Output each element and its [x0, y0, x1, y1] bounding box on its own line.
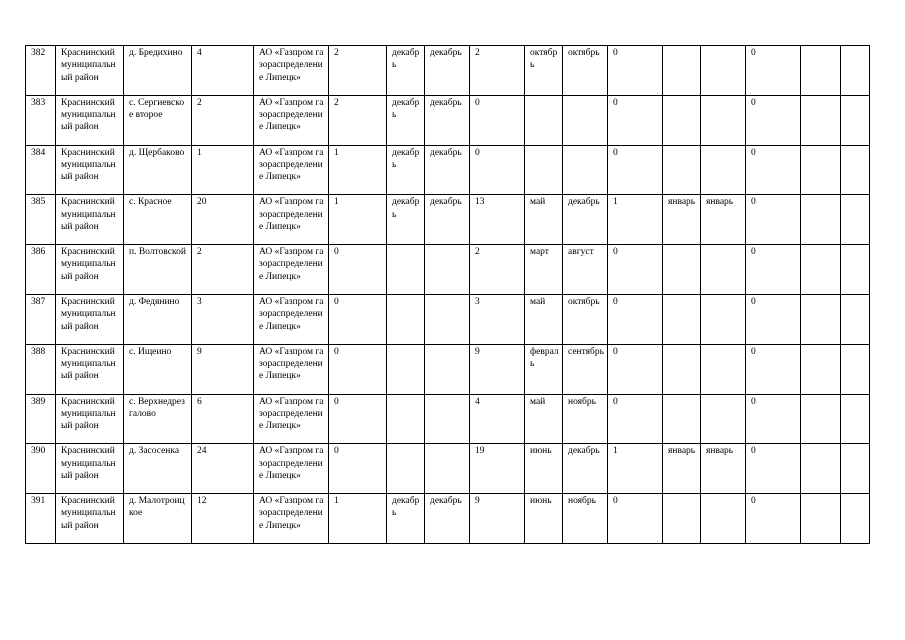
table-row — [26, 95, 870, 145]
table-cell-c15 — [801, 394, 841, 444]
table-cell-count: 2 — [192, 245, 254, 295]
table-cell-c6 — [387, 245, 425, 295]
table-cell-c10: декабрь — [563, 195, 608, 245]
table-cell-c14: 0 — [746, 195, 801, 245]
table-cell-district: Краснинский муниципальный район — [56, 46, 124, 96]
table-cell-count: 12 — [192, 494, 254, 544]
table-cell-c8: 19 — [470, 444, 525, 494]
table-cell-c14: 0 — [746, 344, 801, 394]
table-cell-c11: 0 — [608, 145, 663, 195]
table-cell-c10 — [563, 145, 608, 195]
table-cell-count: 9 — [192, 344, 254, 394]
table-cell-c5: 0 — [329, 344, 387, 394]
table-cell-c10: сентябрь — [563, 344, 608, 394]
table-row — [26, 494, 870, 544]
table-cell-c8: 2 — [470, 46, 525, 96]
table-row — [26, 245, 870, 295]
table-cell-c12 — [663, 394, 701, 444]
table-cell-c13: январь — [701, 195, 746, 245]
table-cell-c9: май — [525, 195, 563, 245]
table-row — [26, 145, 870, 195]
table-cell-c10 — [563, 95, 608, 145]
table-cell-org: АО «Газпром газораспределение Липецк» — [254, 444, 329, 494]
table-cell-c14: 0 — [746, 46, 801, 96]
table-cell-c7: декабрь — [425, 195, 470, 245]
table-cell-district: Краснинский муниципальный район — [56, 195, 124, 245]
table-cell-org: АО «Газпром газораспределение Липецк» — [254, 344, 329, 394]
table-cell-c16 — [841, 195, 870, 245]
table-cell-c9: май — [525, 394, 563, 444]
table-cell-c11: 0 — [608, 95, 663, 145]
table-cell-c6 — [387, 294, 425, 344]
table-cell-c8: 13 — [470, 195, 525, 245]
table-cell-c16 — [841, 444, 870, 494]
table-cell-c6 — [387, 444, 425, 494]
table-cell-c9 — [525, 95, 563, 145]
table-cell-district: Краснинский муниципальный район — [56, 294, 124, 344]
document-table — [25, 45, 870, 544]
table-cell-c5: 0 — [329, 294, 387, 344]
table-cell-c7 — [425, 245, 470, 295]
table-cell-c12 — [663, 95, 701, 145]
table-cell-district: Краснинский муниципальный район — [56, 245, 124, 295]
table-cell-no: 385 — [26, 195, 56, 245]
table-cell-c5: 1 — [329, 195, 387, 245]
table-cell-no: 383 — [26, 95, 56, 145]
table-cell-count: 1 — [192, 145, 254, 195]
table-cell-c6 — [387, 394, 425, 444]
table-cell-c12 — [663, 344, 701, 394]
table-cell-org: АО «Газпром газораспределение Липецк» — [254, 394, 329, 444]
table-cell-c7 — [425, 394, 470, 444]
table-cell-c15 — [801, 245, 841, 295]
table-cell-no: 382 — [26, 46, 56, 96]
table-cell-c14: 0 — [746, 494, 801, 544]
table-cell-c11: 0 — [608, 294, 663, 344]
table-cell-c11: 0 — [608, 344, 663, 394]
table-cell-org: АО «Газпром газораспределение Липецк» — [254, 245, 329, 295]
table-cell-c15 — [801, 95, 841, 145]
table-cell-c10: октябрь — [563, 294, 608, 344]
table-cell-c6: декабрь — [387, 145, 425, 195]
table-cell-c5: 0 — [329, 394, 387, 444]
table-cell-c7 — [425, 344, 470, 394]
table-cell-no: 386 — [26, 245, 56, 295]
table-cell-c12 — [663, 245, 701, 295]
table-cell-c14: 0 — [746, 394, 801, 444]
table-cell-c8: 0 — [470, 145, 525, 195]
table-cell-c8: 9 — [470, 494, 525, 544]
table-cell-c13 — [701, 145, 746, 195]
table-cell-c9: июнь — [525, 444, 563, 494]
table-cell-c13 — [701, 95, 746, 145]
table-cell-c15 — [801, 494, 841, 544]
table-cell-c11: 0 — [608, 394, 663, 444]
table-cell-district: Краснинский муниципальный район — [56, 95, 124, 145]
table-cell-locality: д. Бредихино — [124, 46, 192, 96]
table-cell-count: 2 — [192, 95, 254, 145]
table-cell-c9: май — [525, 294, 563, 344]
table-cell-count: 20 — [192, 195, 254, 245]
table-cell-no: 388 — [26, 344, 56, 394]
table-cell-c8: 2 — [470, 245, 525, 295]
table-cell-c9: июнь — [525, 494, 563, 544]
table-cell-c11: 0 — [608, 494, 663, 544]
table-cell-c12 — [663, 294, 701, 344]
table-cell-c6 — [387, 344, 425, 394]
table-cell-c11: 1 — [608, 195, 663, 245]
table-cell-c9: март — [525, 245, 563, 295]
table-cell-org: АО «Газпром газораспределение Липецк» — [254, 494, 329, 544]
table-cell-no: 389 — [26, 394, 56, 444]
table-cell-c13 — [701, 344, 746, 394]
table-cell-c7: декабрь — [425, 46, 470, 96]
table-cell-district: Краснинский муниципальный район — [56, 494, 124, 544]
table-cell-c10: август — [563, 245, 608, 295]
table-cell-c8: 0 — [470, 95, 525, 145]
table-cell-c16 — [841, 494, 870, 544]
table-cell-org: АО «Газпром газораспределение Липецк» — [254, 95, 329, 145]
table-row — [26, 195, 870, 245]
table-cell-c12 — [663, 145, 701, 195]
table-cell-locality: д. Малотроицкое — [124, 494, 192, 544]
table-cell-c16 — [841, 344, 870, 394]
table-cell-c12 — [663, 46, 701, 96]
table-cell-locality: с. Красное — [124, 195, 192, 245]
table-cell-count: 4 — [192, 46, 254, 96]
table-cell-c6: декабрь — [387, 46, 425, 96]
table-cell-c6: декабрь — [387, 494, 425, 544]
table-cell-c13 — [701, 294, 746, 344]
table-cell-c5: 1 — [329, 145, 387, 195]
table-cell-c5: 0 — [329, 245, 387, 295]
table-cell-locality: д. Щербаково — [124, 145, 192, 195]
table-cell-c12: январь — [663, 444, 701, 494]
table-cell-c14: 0 — [746, 145, 801, 195]
table-cell-c14: 0 — [746, 444, 801, 494]
table-cell-c12: январь — [663, 195, 701, 245]
table-cell-c5: 2 — [329, 46, 387, 96]
table-cell-c5: 2 — [329, 95, 387, 145]
table-cell-org: АО «Газпром газораспределение Липецк» — [254, 195, 329, 245]
table-cell-c13 — [701, 245, 746, 295]
table-cell-c14: 0 — [746, 95, 801, 145]
table-cell-c7: декабрь — [425, 494, 470, 544]
table-cell-no: 390 — [26, 444, 56, 494]
table-cell-c13 — [701, 46, 746, 96]
table-cell-c16 — [841, 294, 870, 344]
table-cell-c7: декабрь — [425, 95, 470, 145]
table-cell-c7 — [425, 294, 470, 344]
table-cell-district: Краснинский муниципальный район — [56, 444, 124, 494]
table-cell-c10: декабрь — [563, 444, 608, 494]
table-row — [26, 46, 870, 96]
table-cell-c15 — [801, 145, 841, 195]
table-cell-locality: д. Федянино — [124, 294, 192, 344]
table-cell-c7: декабрь — [425, 145, 470, 195]
table-cell-c16 — [841, 394, 870, 444]
table-cell-no: 387 — [26, 294, 56, 344]
table-cell-count: 3 — [192, 294, 254, 344]
table-cell-district: Краснинский муниципальный район — [56, 344, 124, 394]
table-cell-count: 6 — [192, 394, 254, 444]
table-cell-c8: 3 — [470, 294, 525, 344]
table-cell-c14: 0 — [746, 294, 801, 344]
table-cell-c9: февраль — [525, 344, 563, 394]
table-cell-c15 — [801, 344, 841, 394]
table-cell-c6: декабрь — [387, 95, 425, 145]
table-cell-c16 — [841, 145, 870, 195]
table-cell-c9: октябрь — [525, 46, 563, 96]
table-cell-count: 24 — [192, 444, 254, 494]
table-cell-c13 — [701, 494, 746, 544]
table-row — [26, 394, 870, 444]
table-cell-c16 — [841, 245, 870, 295]
table-cell-c8: 4 — [470, 394, 525, 444]
table-cell-district: Краснинский муниципальный район — [56, 145, 124, 195]
table-cell-c10: ноябрь — [563, 394, 608, 444]
table-cell-c15 — [801, 444, 841, 494]
table-cell-locality: с. Ищеино — [124, 344, 192, 394]
table-cell-locality: п. Волтовской — [124, 245, 192, 295]
table-cell-no: 384 — [26, 145, 56, 195]
table-cell-locality: д. Засосенка — [124, 444, 192, 494]
table-cell-c12 — [663, 494, 701, 544]
table-cell-c10: ноябрь — [563, 494, 608, 544]
table-cell-c10: октябрь — [563, 46, 608, 96]
table-cell-c6: декабрь — [387, 195, 425, 245]
table-cell-c13: январь — [701, 444, 746, 494]
table-cell-org: АО «Газпром газораспределение Липецк» — [254, 294, 329, 344]
table-cell-org: АО «Газпром газораспределение Липецк» — [254, 46, 329, 96]
table-cell-c5: 0 — [329, 444, 387, 494]
table-cell-no: 391 — [26, 494, 56, 544]
table-cell-c16 — [841, 95, 870, 145]
table-row — [26, 294, 870, 344]
table-cell-c11: 1 — [608, 444, 663, 494]
table-cell-c15 — [801, 294, 841, 344]
table-body — [26, 46, 870, 544]
table-cell-c8: 9 — [470, 344, 525, 394]
table-cell-c15 — [801, 195, 841, 245]
table-cell-c15 — [801, 46, 841, 96]
table-cell-c5: 1 — [329, 494, 387, 544]
table-cell-locality: с. Верхнедрезгалово — [124, 394, 192, 444]
table-cell-c9 — [525, 145, 563, 195]
table-cell-locality: с. Сергиевское второе — [124, 95, 192, 145]
table-cell-c7 — [425, 444, 470, 494]
table-row — [26, 444, 870, 494]
table-cell-c16 — [841, 46, 870, 96]
table-cell-c14: 0 — [746, 245, 801, 295]
table-cell-district: Краснинский муниципальный район — [56, 394, 124, 444]
table-cell-c11: 0 — [608, 46, 663, 96]
table-cell-org: АО «Газпром газораспределение Липецк» — [254, 145, 329, 195]
table-cell-c11: 0 — [608, 245, 663, 295]
table-cell-c13 — [701, 394, 746, 444]
table-row — [26, 344, 870, 394]
